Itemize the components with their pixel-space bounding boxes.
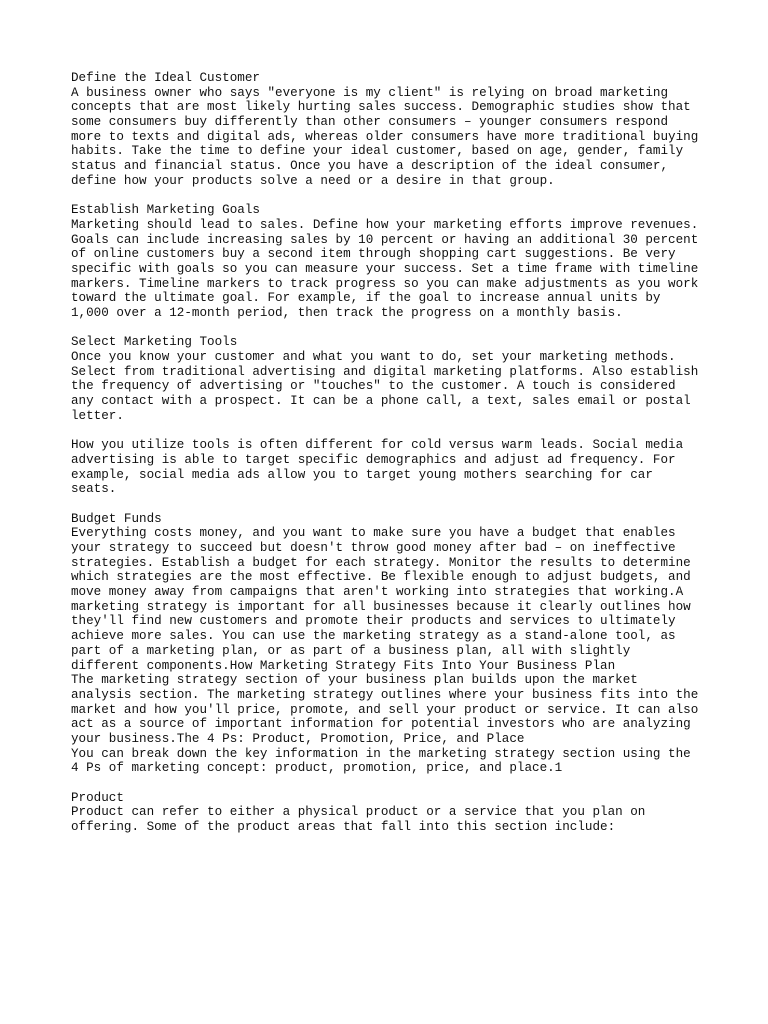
text-line: which strategies are the most effective. Be flexible enough to adjust budgets, and bbox=[71, 570, 691, 585]
text-line: status and financial status. Once you have a description of the ideal consumer, bbox=[71, 159, 669, 174]
blank-line bbox=[71, 776, 711, 791]
text-line: advertising is able to target specific demographics and adjust ad frequency. For bbox=[71, 452, 676, 467]
text-line: Goals can include increasing sales by 10 percent or having an additional 30 percent bbox=[71, 232, 699, 247]
text-line: Product can refer to either a physical product or a service that you plan on bbox=[71, 805, 646, 820]
text-line: habits. Take the time to define your ideal customer, based on age, gender, family bbox=[71, 144, 684, 159]
text-line: concepts that are most likely hurting sales success. Demographic studies show that bbox=[71, 100, 691, 115]
text-line: analysis section. The marketing strategy outlines where your business fits into the bbox=[71, 687, 699, 702]
text-line: Budget Funds bbox=[71, 511, 162, 526]
text-line: Select from traditional advertising and digital marketing platforms. Also establish bbox=[71, 364, 699, 379]
text-line: letter. bbox=[71, 408, 124, 423]
text-line: markers. Timeline markers to track progress so you can make adjustments as you work bbox=[71, 276, 699, 291]
blank-line bbox=[71, 189, 711, 204]
text-line: move money away from campaigns that aren't working into strategies that working.A bbox=[71, 585, 684, 600]
text-line: they'll find new customers and promote their products and services to ultimately bbox=[71, 614, 676, 629]
text-line: market and how you'll price, promote, and sell your product or service. It can also bbox=[71, 702, 699, 717]
text-line: define how your products solve a need or a desire in that group. bbox=[71, 173, 555, 188]
blank-line bbox=[71, 424, 711, 439]
text-line: 1,000 over a 12-month period, then track the progress on a monthly basis. bbox=[71, 306, 623, 320]
text-line: The marketing strategy section of your business plan builds upon the market bbox=[71, 673, 638, 688]
text-line: part of a marketing plan, or as part of a business plan, all with slightly bbox=[71, 643, 631, 658]
text-line: your business.The 4 Ps: Product, Promotion, Price, and Place bbox=[71, 731, 525, 746]
text-line: example, social media ads allow you to target young mothers searching for car bbox=[71, 467, 653, 482]
blank-line bbox=[71, 321, 711, 336]
text-line: marketing strategy is important for all businesses because it clearly outlines how bbox=[71, 599, 691, 614]
text-line: Define the Ideal Customer bbox=[71, 71, 260, 85]
blank-line bbox=[71, 497, 711, 512]
text-line: any contact with a prospect. It can be a phone call, a text, sales email or postal bbox=[71, 394, 691, 409]
text-line: the frequency of advertising or "touches" to the customer. A touch is considered bbox=[71, 379, 676, 394]
text-line: Establish Marketing Goals bbox=[71, 203, 260, 218]
text-line: Select Marketing Tools bbox=[71, 335, 238, 350]
text-line: some consumers buy differently than other consumers – younger consumers respond bbox=[71, 115, 669, 130]
text-line: achieve more sales. You can use the marketing strategy as a stand-alone tool, as bbox=[71, 629, 676, 644]
text-line: specific with goals so you can measure your success. Set a time frame with timeline bbox=[71, 261, 699, 276]
text-line: A business owner who says "everyone is my client" is relying on broad marketing bbox=[71, 85, 669, 100]
text-line: Everything costs money, and you want to make sure you have a budget that enables bbox=[71, 526, 676, 541]
text-line: of online customers buy a second item through shopping cart suggestions. Be very bbox=[71, 247, 676, 262]
document-page bbox=[71, 71, 711, 835]
text-line: Once you know your customer and what you want to do, set your marketing methods. bbox=[71, 350, 676, 365]
text-line: strategies. Establish a budget for each strategy. Monitor the results to determine bbox=[71, 555, 691, 570]
text-line: more to texts and digital ads, whereas older consumers have more traditional buying bbox=[71, 129, 699, 144]
text-line: toward the ultimate goal. For example, if the goal to increase annual units by bbox=[71, 291, 661, 306]
text-line: Product bbox=[71, 790, 124, 805]
text-line: Marketing should lead to sales. Define how your marketing efforts improve revenues. bbox=[71, 217, 699, 232]
text-line: act as a source of important information for potential investors who are analyzing bbox=[71, 717, 691, 732]
text-line: your strategy to succeed but doesn't throw good money after bad – on ineffective bbox=[71, 541, 676, 555]
text-line: 4 Ps of marketing concept: product, promotion, price, and place.1 bbox=[71, 761, 563, 776]
text-line: offering. Some of the product areas that fall into this section include: bbox=[71, 820, 616, 835]
text-line: seats. bbox=[71, 482, 117, 497]
text-line: How you utilize tools is often different for cold versus warm leads. Social media bbox=[71, 438, 684, 453]
text-line: different components.How Marketing Strategy Fits Into Your Business Plan bbox=[71, 658, 616, 673]
text-line: You can break down the key information in the marketing strategy section using the bbox=[71, 746, 691, 761]
